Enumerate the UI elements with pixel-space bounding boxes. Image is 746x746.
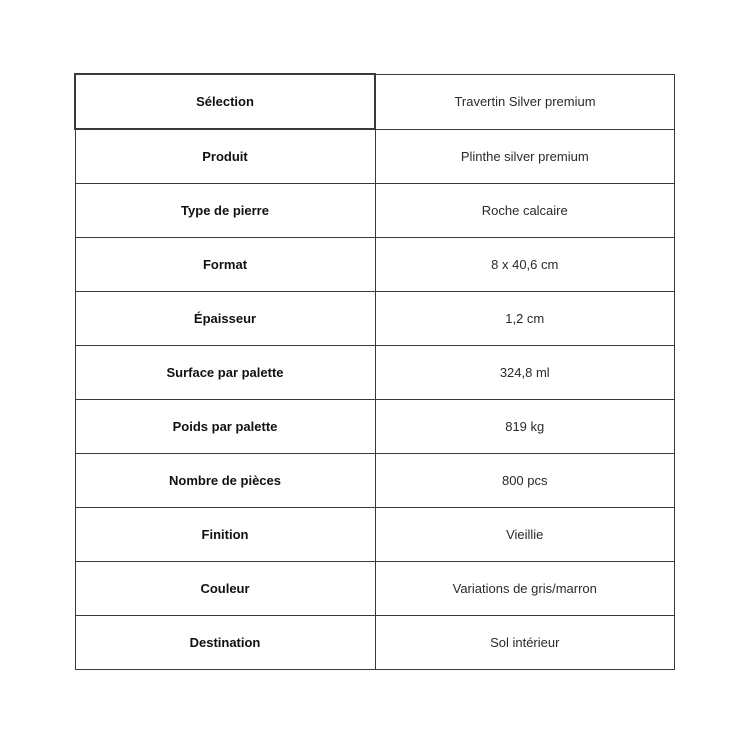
product-spec-table xyxy=(74,73,675,670)
spec-value-selection: Travertin Silver premium xyxy=(375,74,675,129)
spec-value-finish: Vieillie xyxy=(375,508,675,562)
spec-value-color: Variations de gris/marron xyxy=(375,562,675,616)
spec-label-finish: Finition xyxy=(75,508,375,562)
spec-value-piece-count: 800 pcs xyxy=(375,454,675,508)
table-row xyxy=(75,292,675,346)
spec-value-product: Plinthe silver premium xyxy=(375,129,675,184)
table-row xyxy=(75,129,675,184)
table-row xyxy=(75,346,675,400)
table-row xyxy=(75,184,675,238)
spec-value-surface-per-pallet: 324,8 ml xyxy=(375,346,675,400)
table-row xyxy=(75,508,675,562)
spec-label-selection: Sélection xyxy=(75,74,375,129)
spec-value-thickness: 1,2 cm xyxy=(375,292,675,346)
spec-label-format: Format xyxy=(75,238,375,292)
spec-label-thickness: Épaisseur xyxy=(75,292,375,346)
table-row xyxy=(75,616,675,670)
spec-table-body xyxy=(75,74,675,670)
spec-label-surface-per-pallet: Surface par palette xyxy=(75,346,375,400)
spec-label-color: Couleur xyxy=(75,562,375,616)
spec-value-format: 8 x 40,6 cm xyxy=(375,238,675,292)
spec-label-piece-count: Nombre de pièces xyxy=(75,454,375,508)
table-row xyxy=(75,238,675,292)
spec-value-destination: Sol intérieur xyxy=(375,616,675,670)
spec-value-weight-per-pallet: 819 kg xyxy=(375,400,675,454)
spec-label-weight-per-pallet: Poids par palette xyxy=(75,400,375,454)
table-row xyxy=(75,400,675,454)
table-row xyxy=(75,562,675,616)
table-row xyxy=(75,74,675,129)
spec-label-stone-type: Type de pierre xyxy=(75,184,375,238)
table-row xyxy=(75,454,675,508)
spec-label-destination: Destination xyxy=(75,616,375,670)
spec-value-stone-type: Roche calcaire xyxy=(375,184,675,238)
spec-label-product: Produit xyxy=(75,129,375,184)
